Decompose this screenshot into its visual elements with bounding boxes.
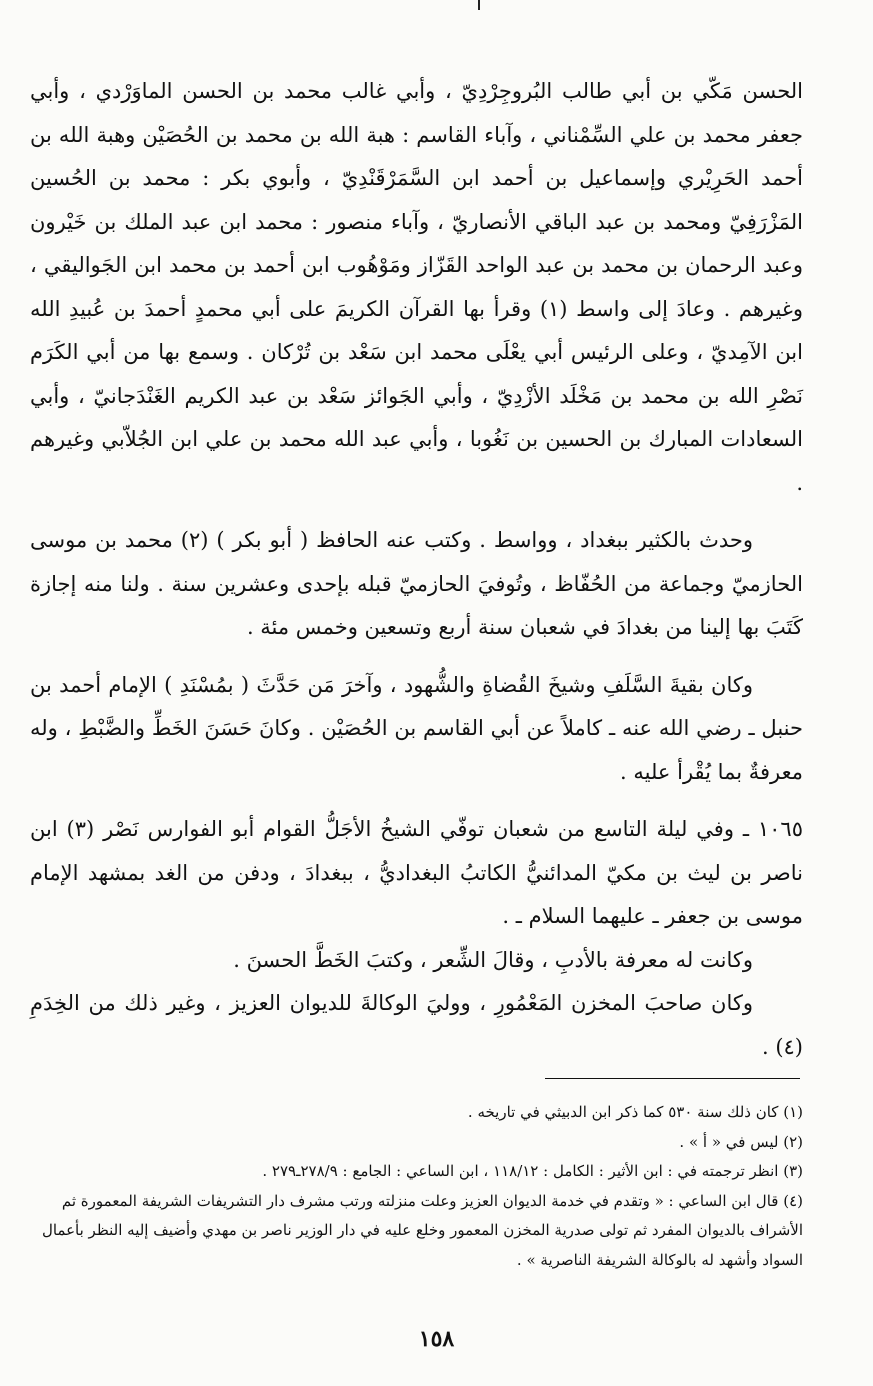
paragraph-2: وحدث بالكثير ببغداد ، وواسط . وكتب عنه الحافظ ( أبو بكر ) (٢) محمد بن موسى الحازميّ وجماعة من الحُفّاظ ، وتُوفيَ الحازميّ قبله بإحدى وعشرين سنة . ولنا منه إجازة كَتَبَ بها إلينا من بغدادَ في شعبان سنة أربع وتسعين وخمس مئة . [30,528,803,639]
footnote-4: (٤) قال ابن الساعي : « وتقدم في خدمة الديوان العزيز وعلت منزلته ورتب مشرف دار التشريفات الشريفة المعمورة ثم الأشراف بالديوان المفرد ثم تولى صدرية المخزن المعمور وخلع عليه في دار الوزير ناصر بن مهدي وأضيف إليه النظر بأعمال السواد وأشهد له بالوكالة الشريفة الناصرية » . [41,1191,803,1269]
footnotes [30,1098,803,1275]
paragraph-6: وكان صاحبَ المخزن المَعْمُورِ ، ووليَ الوكالةَ للديوان العزيز ، وغير ذلك من الخِدَمِ (٤) . [30,991,803,1059]
footnote-2: (٢) ليس في « أ » . [679,1132,803,1151]
paragraph-5: وكانت له معرفة بالأدبِ ، وقالَ الشِّعر ، وكتبَ الخَطَّ الحسنَ . [233,947,753,972]
page-edge-mark [478,0,480,10]
paragraph-1: الحسن مَكّي بن أبي طالب البُروجِرْدِيّ ، وأبي غالب محمد بن الحسن الماوَرْدي ، وأبي جعفر محمد بن علي السِّمْناني ، وآباء القاسم : هبة الله بن محمد بن الحُصَيْن وهبة الله بن أحمد الحَرِيْري وإسماعيل بن أحمد ابن السَّمَرْقَنْدِيّ ، وأبوي بكر : محمد بن الحُسين المَزْرَفِيّ ومحمد بن عبد الباقي الأنصاريّ ، وآباء منصور : محمد ابن عبد الملك بن خَيْرون وعبد الرحمان بن محمد بن عبد الواحد القَزّاز ومَوْهُوب ابن أحمد بن محمد ابن الجَواليقي ، وغيرهم . وعادَ إلى واسط (١) وقرأ بها القرآن الكريمَ على أبي محمدٍ أحمدَ بن عُبيدِ الله ابن الآمِديّ ، وعلى الرئيس أبي يعْلَى محمد ابن سَعْد بن تُرْكان . وسمع بها من أبي الكَرَم نَصْرِ الله بن محمد بن مَخْلَد الأزْدِيّ ، وأبي الجَوائز سَعْد بن عبد الكريم الغَنْدَجانيّ ، وأبي السعادات المبارك بن الحسين بن نَغُوبا ، وأبي عبد الله محمد بن علي ابن الجُلاّبي وغيرهم . [30,79,803,495]
footnote-1: (١) كان ذلك سنة ٥٣٠ كما ذكر ابن الدبيثي في تاريخه . [467,1103,803,1121]
page-number: ١٥٨ [418,1326,455,1352]
paragraph-3: وكان بقيةَ السَّلَفِ وشيخَ القُضاةِ والشُّهود ، وآخرَ مَن حَدَّثَ ( بمُسْنَدِ ) الإمام أحمد بن حنبل ـ رضي الله عنه ـ كاملاً عن أبي القاسم بن الحُصَيْن . وكانَ حَسَنَ الخَطِّ والضَّبْطِ ، وله معرفةٌ بما يُقْرأ عليه . [30,672,803,784]
main-text [30,70,803,1069]
footnote-divider [545,1078,800,1079]
entry-1065: ١٠٦٥ ـ وفي ليلة التاسع من شعبان توفّي الشيخُ الأجَلُّ القوام أبو الفوارس نَصْر (٣) ابن ناصر بن ليث بن مكيّ المدائنيُّ الكاتبُ البغداديُّ ، ببغدادَ ، ودفن من الغد بمشهد الإمام موسى بن جعفر ـ عليهما السلام ـ . [30,817,803,928]
footnote-3: (٣) انظر ترجمته في : ابن الأثير : الكامل : ١١٨/١٢ ، ابن الساعي : الجامع : ٢٧٨/٩ـ٢٧٩ . [262,1162,803,1180]
